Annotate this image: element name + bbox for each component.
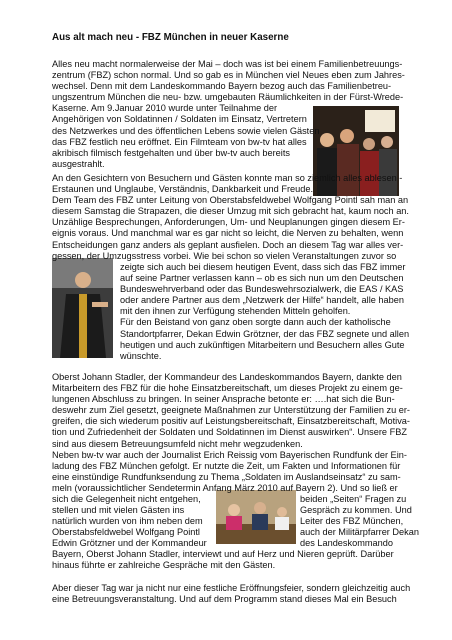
text-line: zentrum (FBZ) schon normal. Und so gab es in München viel Neues eben zum Jahres- <box>52 70 405 81</box>
text-line: lungenen Abschluss zu bringen. In seiner Ansprache betonte er: ….hat sich die Bun- <box>52 394 395 405</box>
text-line: Edwin Grötzner und der Kommandeur <box>52 538 207 549</box>
text-line: sich die Gelegenheit nicht entgehen, <box>52 494 201 504</box>
text-line: auch der Militärpfarrer Dekan <box>300 527 419 538</box>
text-line: wechsel. Denn mit dem Landeskommando Bayern bezog auch das Familienbetreu- <box>52 81 392 92</box>
text-line: Aber dieser Tag war ja nicht nur eine festliche Eröffnungsfeier, sondern gleichzeitig auch <box>52 583 411 593</box>
paragraph-1 <box>52 59 405 170</box>
text-line: eignis voraus. Und manchmal war es gar nicht so leicht, die Nerven zu behalten, wenn <box>52 228 404 239</box>
text-line: ladung des FBZ München gefolgt. Er nutzte die Zeit, um Fakten und Informationen für <box>52 461 401 472</box>
text-line: meln (voraussichtlicher Sendetermin Anfang März 2010 auf Bayern 2). Und so ließ er <box>52 483 398 494</box>
text-line: Neben bw-tv war auch der Journalist Erich Reissig vom Bayerischen Rundfunk der Ein- <box>52 450 407 460</box>
paragraph-5 <box>52 450 407 494</box>
paragraph-3 <box>52 262 409 362</box>
text-line: sind aus diesem Betreuungsumfeld nicht mehr wegzudenken. <box>52 438 303 449</box>
text-line: Mitarbeitern des FBZ für die hohe Einsatzbereitschaft, um dieses Projekt zu einem ge- <box>52 383 403 394</box>
text-line: Kaserne. Am 9.Januar 2010 wurde unter Teilnahme der <box>52 103 278 114</box>
photo-interview-table <box>216 490 296 544</box>
text-line: Gespräch zu kommen. Und <box>300 505 412 516</box>
paragraph-4 <box>52 372 410 450</box>
text-line: wünschte. <box>120 350 162 361</box>
text-line: Standortpfarrer, Dekan Edwin Grötzner, der das FBZ segnete und allen <box>120 328 410 339</box>
paragraph-8 <box>52 583 410 605</box>
text-line: greifen, die sich wiederum positiv auf Leistungsbereitschaft, Einsatzbereitschaft, Motiva- <box>52 416 410 427</box>
text-line: Bundeswehrverband oder das Bundeswehrsozialwerk, die EAS / KAS <box>120 284 404 295</box>
text-line: Oberstabsfeldwebel Wolfgang Pointl <box>52 527 200 538</box>
text-line: des Landeskommando <box>300 538 393 549</box>
text-line: oder andere Partner aus dem „Netzwerk der Hilfe“ handelt, alle haben <box>120 295 404 306</box>
text-line: ungszentrum München die neu- bzw. umgebauten Räumlichkeiten in der Fürst-Wrede- <box>52 92 404 103</box>
text-line: Alles neu macht normalerweise der Mai – doch was ist bei einem Familienbetreuungs- <box>52 59 403 69</box>
text-line: Leiter des FBZ München, <box>300 516 404 527</box>
text-line: beiden „Seiten“ Fragen zu <box>300 494 407 504</box>
text-line: heutigen und auch zukünftigen Mitarbeitern und Besuchern alles Gute <box>120 339 405 350</box>
text-line: zeigte sich auch bei diesem heutigen Event, dass sich das FBZ immer <box>120 262 406 272</box>
text-line: tion und Zufriedenheit der Soldaten und Soldatinnen im Dienst auswirken“. Unsere FBZ <box>52 427 407 438</box>
text-line: natürlich wurden von ihm neben dem <box>52 516 203 527</box>
text-line: Entscheidungen ganz anders als geplant ausfielen. Doch an diesem Tag war alles ver- <box>52 239 404 250</box>
text-line: Dem Team des FBZ unter Leitung von Oberstabsfeldwebel Wolfgang Pointl sah man an <box>52 195 409 206</box>
text-line: auf seine Partner verlassen kann – ob es sich nun um den Deutschen <box>120 273 404 284</box>
text-line: Unzählige Besprechungen, Anforderungen, Um- und Neuplanungen gingen diesem Er- <box>52 217 405 228</box>
text-line: Angehörigen von Soldatinnen / Soldaten im Einsatz, Vertretern <box>52 114 307 125</box>
text-line: mit den ihnen zur Verfügung stehenden Mitteln geholfen. <box>120 306 351 317</box>
text-line: des Netzwerkes und des öffentlichen Lebens sowie vielen Gästen <box>52 125 320 136</box>
text-line: Für den Beistand von ganz oben sorgte dann auch der katholische <box>120 317 391 328</box>
text-line: das FBZ festlich neu eröffnet. Ein Filmteam von bw-tv hat alles <box>52 136 307 147</box>
text-line: deswehr zum Ziel gesetzt, geeignete Maßnahmen zur Unterstützung der Familien zu er- <box>52 405 410 416</box>
text-line: Bayern, Oberst Johann Stadler, interviewt und auf Herz und Nieren geprüft. Darüber <box>52 549 394 559</box>
text-line: An den Gesichtern von Besuchern und Gästen konnte man so ziemlich alles ablesen - <box>52 173 403 183</box>
text-line: Oberst Johann Stadler, der Kommandeur des Landeskommandos Bayern, dankte den <box>52 372 402 382</box>
paragraph-7 <box>52 549 394 571</box>
text-line: akribisch filmisch festgehalten und über bw-tv auch bereits <box>52 147 290 158</box>
text-line: gessen, der Umzugsstress vorbei. Wie bei schon so vielen Veranstaltungen zuvor so <box>52 250 397 261</box>
text-line: eine Betreuungsveranstaltung. Und auf dem Programm stand dieses Mal ein Besuch <box>52 594 397 605</box>
document-title: Aus alt mach neu - FBZ München in neuer Kaserne <box>52 32 289 43</box>
text-line: eine einstündige Rundfunksendung zu Thema „Soldaten im Auslandseinsatz“ zu sam- <box>52 472 401 483</box>
text-line: ausgestrahlt. <box>52 158 105 169</box>
text-line: diesem Samstag die Strapazen, die dieser Umzug mit sich gebracht hat, kaum noch an. <box>52 206 409 217</box>
text-line: Erstaunen und Unglaube, Verständnis, Dankbarkeit und Freude. <box>52 184 313 195</box>
text-line: hinaus führte er zahlreiche Gespräche mit den Gästen. <box>52 560 276 571</box>
paragraph-6 <box>52 494 419 549</box>
paragraph-2 <box>52 173 409 262</box>
text-line: stellen und mit vielen Gästen ins <box>52 505 185 516</box>
